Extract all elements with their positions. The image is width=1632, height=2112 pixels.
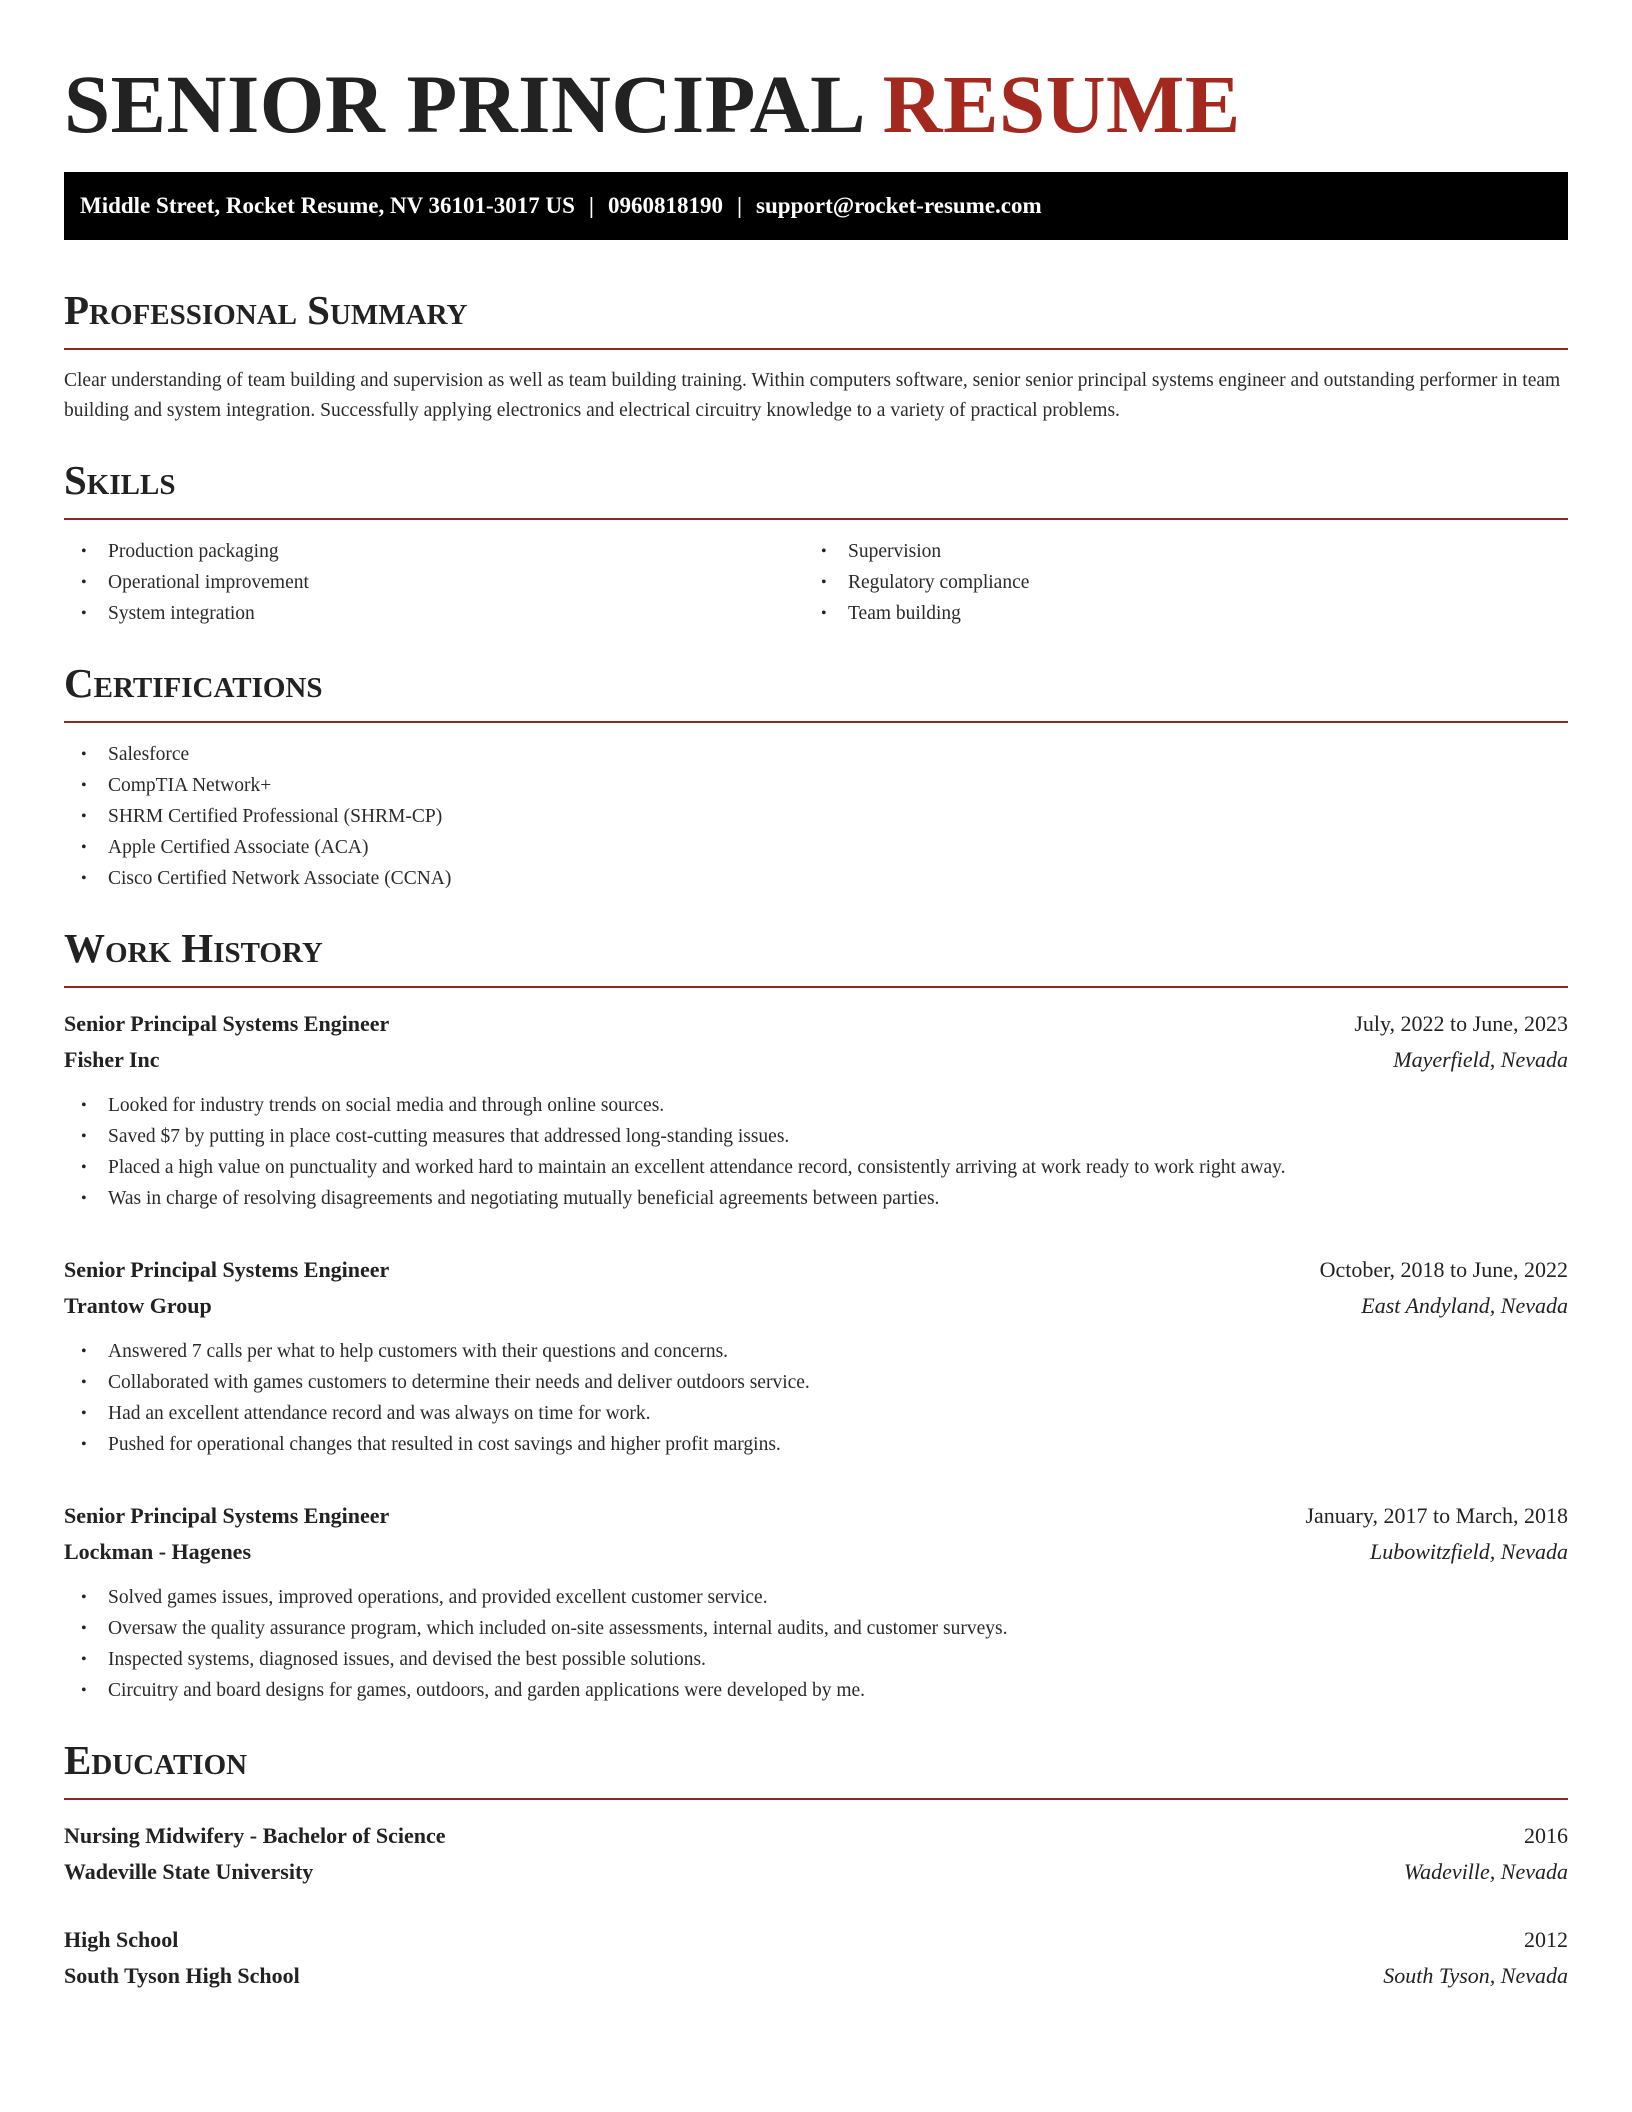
bullet-dot: • [821, 605, 827, 622]
bullet-dot: • [821, 543, 827, 560]
job-company-row [64, 1288, 1568, 1324]
job-header-row [64, 1252, 1568, 1288]
company-name: Trantow Group [64, 1293, 212, 1318]
skills-heading: Skills [64, 457, 176, 503]
education-heading: Education [64, 1737, 248, 1783]
company-name: Fisher Inc [64, 1047, 160, 1072]
duty-text: Circuitry and board designs for games, outdoors, and garden applications were developed by me. [108, 1680, 866, 1701]
skill-label: Team building [848, 603, 961, 624]
summary-section [64, 284, 1568, 426]
certification-item [64, 832, 1568, 863]
bullet-dot: • [81, 808, 87, 825]
job-location: East Andyland, Nevada [1361, 1293, 1568, 1318]
section-divider [64, 986, 1568, 988]
job-entry [64, 1498, 1568, 1706]
duty-text: Collaborated with games customers to determine their needs and deliver outdoors service. [108, 1372, 810, 1393]
job-duties-list [64, 1090, 1568, 1214]
skill-label: Regulatory compliance [848, 572, 1030, 593]
school-name: Wadeville State University [64, 1859, 314, 1884]
skill-label: System integration [108, 603, 255, 624]
education-header-row [64, 1818, 1568, 1854]
job-dates: January, 2017 to March, 2018 [1305, 1503, 1568, 1528]
bullet-dot: • [81, 1159, 87, 1176]
duty-text: Placed a high value on punctuality and worked hard to maintain an excellent attendance record, consistently arriving at work ready to work right away. [108, 1157, 1286, 1178]
certification-label: SHRM Certified Professional (SHRM-CP) [108, 806, 443, 827]
duty-item [64, 1336, 1568, 1367]
section-divider [64, 721, 1568, 723]
skill-item [64, 536, 804, 567]
certification-label: Salesforce [108, 744, 190, 765]
summary-heading: Professional Summary [64, 287, 468, 333]
skill-item [804, 536, 1544, 567]
duty-item [64, 1398, 1568, 1429]
bullet-dot: • [81, 1128, 87, 1145]
duty-item [64, 1429, 1568, 1460]
skill-item [64, 598, 804, 629]
bullet-dot: • [81, 605, 87, 622]
job-location: Mayerfield, Nevada [1393, 1047, 1568, 1072]
contact-bar [64, 172, 1568, 240]
title-accent: RESUME [882, 58, 1241, 150]
duty-item [64, 1644, 1568, 1675]
bullet-dot: • [81, 1405, 87, 1422]
certification-item [64, 770, 1568, 801]
contact-email[interactable]: support@rocket-resume.com [756, 193, 1042, 218]
duty-text: Answered 7 calls per what to help customers with their questions and concerns. [108, 1341, 729, 1362]
skill-item [64, 567, 804, 598]
duty-text: Was in charge of resolving disagreements and negotiating mutually beneficial agreements between parties. [108, 1188, 940, 1209]
job-title: Senior Principal Systems Engineer [64, 1011, 390, 1036]
school-name: South Tyson High School [64, 1963, 300, 1988]
duty-item [64, 1582, 1568, 1613]
skills-list-right [804, 536, 1544, 629]
bullet-dot: • [81, 870, 87, 887]
job-header-row [64, 1006, 1568, 1042]
section-divider [64, 1798, 1568, 1800]
skills-grid [64, 536, 1568, 629]
certification-label: Cisco Certified Network Associate (CCNA) [108, 868, 452, 889]
bullet-dot: • [81, 839, 87, 856]
certifications-section [64, 657, 1568, 894]
certifications-list [64, 739, 1568, 894]
job-title: Senior Principal Systems Engineer [64, 1503, 390, 1528]
certifications-heading: Certifications [64, 660, 323, 706]
education-section [64, 1734, 1568, 1994]
bullet-dot: • [81, 1651, 87, 1668]
title-main: SENIOR PRINCIPAL [64, 58, 862, 150]
job-duties-list [64, 1336, 1568, 1460]
job-company-row [64, 1042, 1568, 1078]
graduation-year: 2016 [1524, 1823, 1568, 1848]
bullet-dot: • [81, 543, 87, 560]
duty-text: Looked for industry trends on social media and through online sources. [108, 1095, 665, 1116]
bullet-dot: • [81, 1190, 87, 1207]
summary-text: Clear understanding of team building and supervision as well as team building training. Within computers software, senior senior principal systems engineer and outstanding performer in team building and system integration. Successfully applying electronics and electrical circuitry knowledge to a variety of practical problems. [64, 370, 1561, 421]
bullet-dot: • [81, 1436, 87, 1453]
contact-separator: | [736, 193, 743, 218]
contact-separator: | [588, 193, 594, 218]
duty-text: Had an excellent attendance record and was always on time for work. [108, 1403, 651, 1424]
graduation-year: 2012 [1524, 1927, 1568, 1952]
skill-item [804, 598, 1544, 629]
work-history-heading: Work History [64, 925, 323, 971]
bullet-dot: • [821, 574, 827, 591]
bullet-dot: • [81, 777, 87, 794]
duty-text: Saved $7 by putting in place cost-cutting measures that addressed long-standing issues. [108, 1126, 790, 1147]
job-dates: October, 2018 to June, 2022 [1319, 1257, 1568, 1282]
certification-item [64, 801, 1568, 832]
degree-name: Nursing Midwifery - Bachelor of Science [64, 1823, 446, 1848]
school-location: Wadeville, Nevada [1403, 1859, 1568, 1884]
duty-item [64, 1121, 1568, 1152]
job-entry [64, 1006, 1568, 1214]
bullet-dot: • [81, 574, 87, 591]
bullet-dot: • [81, 1682, 87, 1699]
certification-label: CompTIA Network+ [108, 775, 272, 796]
bullet-dot: • [81, 1620, 87, 1637]
skill-label: Production packaging [108, 541, 279, 562]
bullet-dot: • [81, 1343, 87, 1360]
job-duties-list [64, 1582, 1568, 1706]
contact-address: Middle Street, Rocket Resume, NV 36101-3017 US [80, 193, 575, 218]
duty-item [64, 1367, 1568, 1398]
duty-item [64, 1183, 1568, 1214]
education-entry [64, 1818, 1568, 1890]
duty-text: Pushed for operational changes that resulted in cost savings and higher profit margins. [108, 1434, 781, 1455]
bullet-dot: • [81, 1589, 87, 1606]
skill-label: Supervision [848, 541, 942, 562]
duty-text: Oversaw the quality assurance program, which included on-site assessments, internal audits, and customer surveys. [108, 1618, 1008, 1639]
skill-label: Operational improvement [108, 572, 309, 593]
skills-section [64, 454, 1568, 629]
duty-item [64, 1152, 1568, 1183]
job-header-row [64, 1498, 1568, 1534]
certification-label: Apple Certified Associate (ACA) [108, 837, 369, 858]
work-history-section [64, 922, 1568, 1706]
education-entry [64, 1922, 1568, 1994]
education-school-row [64, 1958, 1568, 1994]
bullet-dot: • [81, 1097, 87, 1114]
bullet-dot: • [81, 1374, 87, 1391]
duty-item [64, 1675, 1568, 1706]
job-location: Lubowitzfield, Nevada [1370, 1539, 1568, 1564]
skill-item [804, 567, 1544, 598]
job-title: Senior Principal Systems Engineer [64, 1257, 390, 1282]
skills-list-left [64, 536, 804, 629]
duty-text: Inspected systems, diagnosed issues, and devised the best possible solutions. [108, 1649, 706, 1670]
certification-item [64, 863, 1568, 894]
job-entry [64, 1252, 1568, 1460]
school-location: South Tyson, Nevada [1383, 1963, 1568, 1988]
job-company-row [64, 1534, 1568, 1570]
company-name: Lockman - Hagenes [64, 1539, 251, 1564]
duty-item [64, 1090, 1568, 1121]
resume-title [64, 0, 1568, 152]
job-dates: July, 2022 to June, 2023 [1354, 1011, 1568, 1036]
duty-text: Solved games issues, improved operations, and provided excellent customer service. [108, 1587, 768, 1608]
certification-item [64, 739, 1568, 770]
contact-phone[interactable]: 0960818190 [607, 193, 723, 218]
section-divider [64, 518, 1568, 520]
education-header-row [64, 1922, 1568, 1958]
bullet-dot: • [81, 746, 87, 763]
degree-name: High School [64, 1927, 179, 1952]
education-school-row [64, 1854, 1568, 1890]
duty-item [64, 1613, 1568, 1644]
section-divider [64, 348, 1568, 350]
